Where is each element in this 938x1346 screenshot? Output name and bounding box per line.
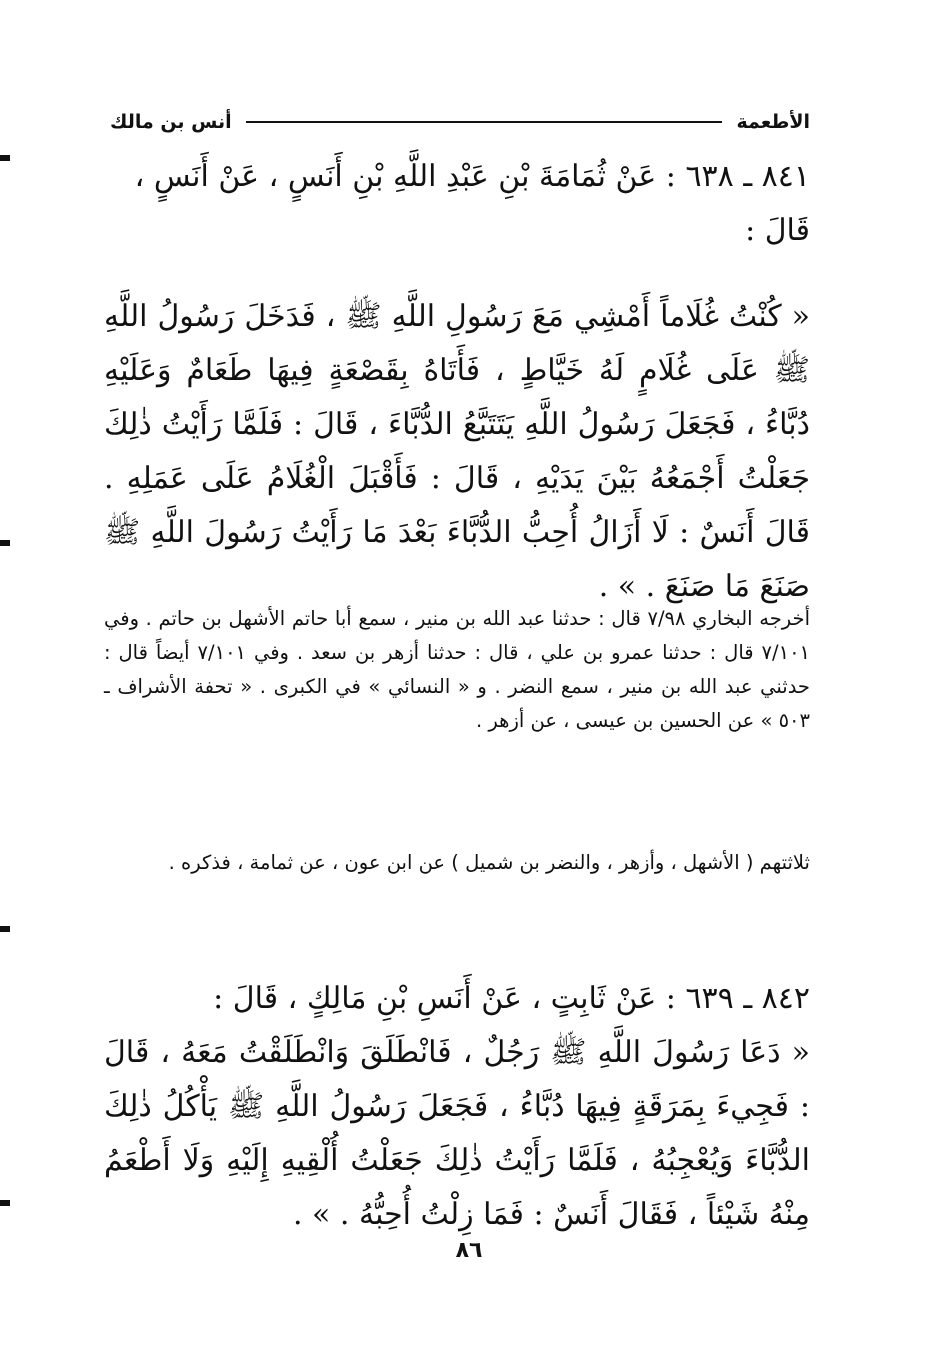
hadith-841-line2: قَالَ : (745, 213, 810, 248)
scan-edge-mark (0, 926, 10, 932)
hadith-841-body: « كُنْتُ غُلَاماً أَمْشِي مَعَ رَسُولِ اللَّهِ ﷺ ، فَدَخَلَ رَسُولُ اللَّهِ ﷺ عَلَى غُلَامٍ لَهُ خَيَّاطٍ ، فَأَتَاهُ بِقَصْعَةٍ فِيهَا طَعَامٌ وَعَلَيْهِ دُبَّاءُ ، فَجَعَلَ رَسُولُ اللَّهِ يَتَتَبَّعُ الدُّبَّاءَ ، قَالَ : فَلَمَّا رَأَيْتُ ذٰلِكَ جَعَلْتُ أَجْمَعُهُ بَيْنَ يَدَيْهِ ، قَالَ : فَأَقْبَلَ الْغُلَامُ عَلَى عَمَلِهِ . قَالَ أَنَسٌ : لَا أَزَالُ أُحِبُّ الدُّبَّاءَ بَعْدَ مَا رَأَيْتُ رَسُولَ اللَّهِ ﷺ صَنَعَ مَا صَنَعَ . » . (104, 299, 810, 604)
header-narrator-title: أنس بن مالك (110, 111, 232, 133)
header-chapter-title: الأطعمة (736, 111, 810, 133)
hadith-842-line1: ٨٤٢ ـ ٦٣٩ : عَنْ ثَابِتٍ ، عَنْ أَنَسِ بْنِ مَالِكٍ ، قَالَ : (213, 981, 810, 1016)
hadith-841-line1: ٨٤١ ـ ٦٣٨ : عَنْ ثُمَامَةَ بْنِ عَبْدِ اللَّهِ بْنِ أَنَسٍ ، عَنْ أَنَسٍ ، (134, 159, 810, 194)
scan-edge-mark (0, 540, 10, 546)
scan-edge-mark (0, 1200, 10, 1206)
hadith-841-matn (104, 290, 810, 614)
page-number: ٨٦ (455, 1238, 483, 1263)
takhrij-note-2-text: ثلاثتهم ( الأشهل ، وأزهر ، والنضر بن شميل ) عن ابن عون ، عن ثمامة ، فذكره . (168, 851, 810, 874)
takhrij-note-1 (104, 602, 810, 738)
hadith-841-isnad (104, 150, 810, 258)
scan-edge-mark (0, 155, 10, 161)
hadith-842-body: « دَعَا رَسُولَ اللَّهِ ﷺ رَجُلٌ ، فَانْطَلَقَ وَانْطَلَقْتُ مَعَهُ ، قَالَ : فَجِيءَ بِمَرَقَةٍ فِيهَا دُبَّاءُ ، فَجَعَلَ رَسُولُ اللَّهِ ﷺ يَأْكُلُ ذٰلِكَ الدُّبَّاءَ وَيُعْجِبُهُ ، فَلَمَّا رَأَيْتُ ذٰلِكَ جَعَلْتُ أُلْقِيهِ إِلَيْهِ وَلَا أَطْعَمُ مِنْهُ شَيْئاً ، فَقَالَ أَنَسٌ : فَمَا زِلْتُ أُحِبُّهُ . » . (104, 1035, 811, 1232)
running-header (110, 104, 810, 140)
hadith-842 (104, 972, 810, 1242)
takhrij-note-1-text: أخرجه البخاري ٧/٩٨ قال : حدثنا عبد الله بن منير ، سمع أبا حاتم الأشهل بن حاتم . وفي ٧/١٠١ قال : حدثنا عمرو بن علي ، قال : حدثنا أزهر بن سعد . وفي ٧/١٠١ أيضاً قال : حدثني عبد الله بن منير ، سمع النضر . و « النسائي » في الكبرى . « تحفة الأشراف ـ ٥٠٣ » عن الحسين بن عيسى ، عن أزهر . (104, 607, 811, 732)
takhrij-note-2 (104, 846, 810, 880)
header-rule (246, 121, 723, 123)
